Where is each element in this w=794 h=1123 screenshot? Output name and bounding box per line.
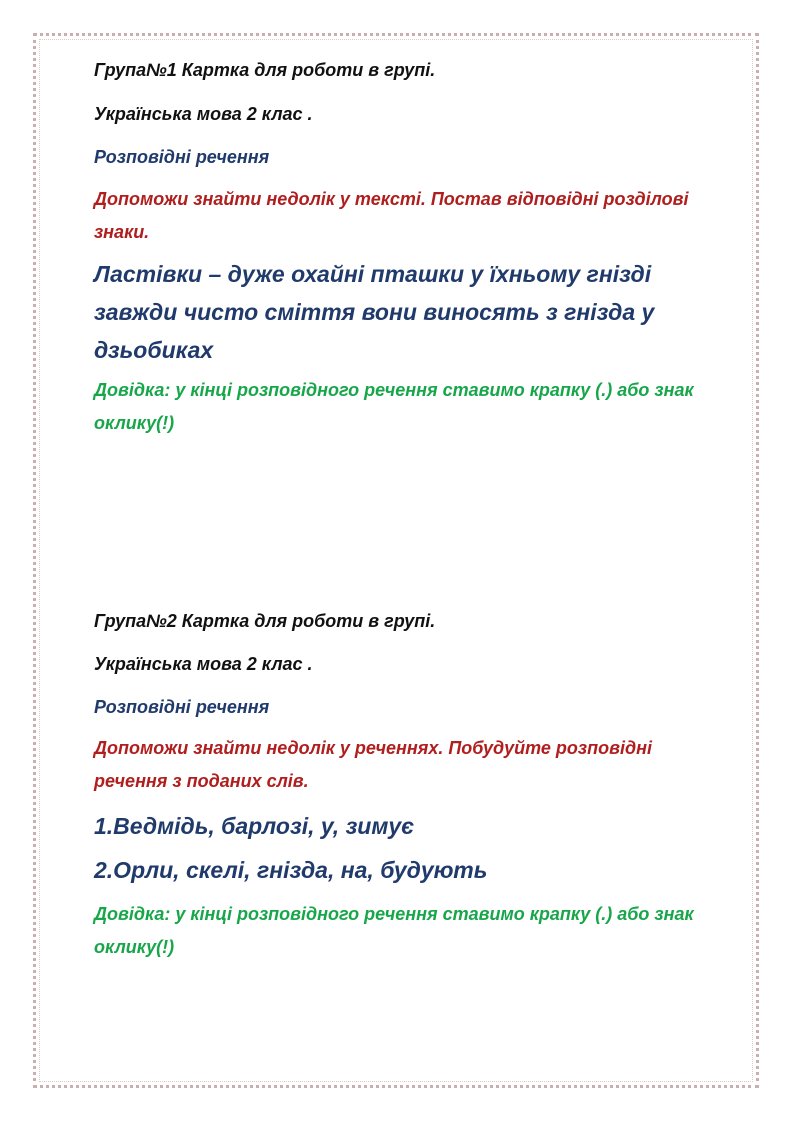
card-item-1: 1.Ведмідь, барлозі, у, зимує — [94, 813, 415, 839]
card-header: Група№2 Картка для роботи в групі. — [94, 611, 436, 631]
card-text: Ластівки – дуже охайні пташки у їхньому гнізді завжди чисто сміття вони виносять з гнізда у дзьобиках — [94, 261, 655, 363]
card-hint: Довідка: у кінці розповідного речення ставимо крапку (.) або знак оклику(!) — [94, 380, 694, 433]
card-subject: Українська мова 2 клас . — [94, 654, 313, 674]
card-task: Допоможи знайти недолік у реченнях. Побудуйте розповідні речення з поданих слів. — [94, 738, 652, 791]
card-header: Група№1 Картка для роботи в групі. — [94, 60, 436, 80]
card-topic: Розповідні речення — [94, 147, 270, 167]
card-task: Допоможи знайти недолік у тексті. Постав відповідні розділові знаки. — [94, 189, 689, 242]
card-topic: Розповідні речення — [94, 697, 270, 717]
card-item-2: 2.Орли, скелі, гнізда, на, будують — [94, 857, 488, 883]
card-hint: Довідка: у кінці розповідного речення ставимо крапку (.) або знак оклику(!) — [94, 904, 694, 957]
card-subject: Українська мова 2 клас . — [94, 104, 313, 124]
